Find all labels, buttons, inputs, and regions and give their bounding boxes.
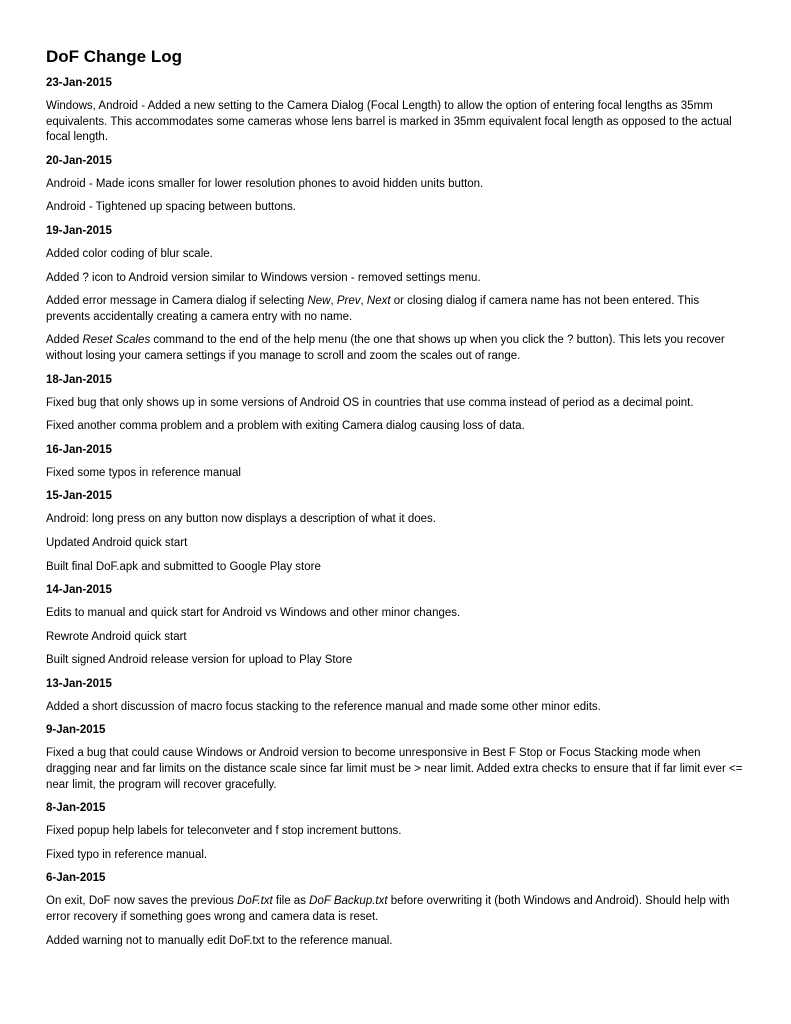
italic-text: Prev xyxy=(336,295,361,308)
paragraph-text: or closing dialog if camera name has not been entered. This prevents accidentally creating a camera entry with no name. xyxy=(46,295,700,323)
entry-paragraph xyxy=(46,848,746,864)
change-log-document xyxy=(46,46,746,957)
entry-paragraph xyxy=(46,466,746,482)
entry-date: 6-Jan-2015 xyxy=(46,872,106,885)
entry-date: 9-Jan-2015 xyxy=(46,724,106,737)
entry-paragraph xyxy=(46,824,746,840)
paragraph-text: On exit, DoF now saves the previous xyxy=(46,895,238,908)
italic-text: New xyxy=(307,295,331,308)
paragraph-text: Fixed some typos in reference manual xyxy=(46,466,241,479)
entry-paragraph xyxy=(46,894,746,925)
paragraph-text: Updated Android quick start xyxy=(46,536,188,549)
paragraph-text: Fixed another comma problem and a problem with exiting Camera dialog causing loss of data. xyxy=(46,420,525,433)
change-log-entry xyxy=(46,224,746,365)
entry-date: 13-Jan-2015 xyxy=(46,677,112,690)
paragraph-text: Android: long press on any button now displays a description of what it does. xyxy=(46,513,436,526)
change-log-entry xyxy=(46,677,746,716)
entry-paragraph xyxy=(46,294,746,325)
paragraph-text: Added a short discussion of macro focus stacking to the reference manual and made some other minor edits. xyxy=(46,700,601,713)
paragraph-text: Edits to manual and quick start for Android vs Windows and other minor changes. xyxy=(46,607,461,620)
document-title: DoF Change Log xyxy=(46,47,182,66)
paragraph-text: , xyxy=(360,295,367,308)
italic-text: DoF Backup.txt xyxy=(309,895,388,908)
paragraph-text: Fixed a bug that could cause Windows or Android version to become unresponsive in Best F Stop or Focus Stacking mode when dragging near and far limits on the distance scale since far limit must be > near limit. Added extra checks to ensure that if far limit ever <= near limit, the program will recover gracefully. xyxy=(46,747,743,791)
entry-date: 20-Jan-2015 xyxy=(46,154,112,167)
entry-paragraph xyxy=(46,536,746,552)
paragraph-text: Rewrote Android quick start xyxy=(46,630,187,643)
change-log-entry xyxy=(46,871,746,949)
paragraph-text: Android - Tightened up spacing between buttons. xyxy=(46,201,296,214)
entry-date: 8-Jan-2015 xyxy=(46,802,106,815)
entry-date: 23-Jan-2015 xyxy=(46,77,112,89)
change-log-entry xyxy=(46,154,746,216)
entry-paragraph xyxy=(46,700,746,716)
entry-paragraph xyxy=(46,247,746,263)
italic-text: Reset Scales xyxy=(82,334,151,347)
paragraph-text: Fixed typo in reference manual. xyxy=(46,848,208,861)
entry-date: 16-Jan-2015 xyxy=(46,443,112,456)
entry-paragraph xyxy=(46,177,746,193)
entry-paragraph xyxy=(46,512,746,528)
paragraph-text: Fixed popup help labels for teleconveter and f stop increment buttons. xyxy=(46,825,402,838)
entry-paragraph xyxy=(46,419,746,435)
entry-date: 15-Jan-2015 xyxy=(46,490,112,503)
paragraph-text: Windows, Android - Added a new setting to the Camera Dialog (Focal Length) to allow the option of entering focal lengths as 35mm equivalents. This accommodates some cameras whose lens barrel is marked in 35mm equivalent focal length as opposed to the actual focal length. xyxy=(46,100,732,144)
entry-paragraph xyxy=(46,271,746,287)
entry-date: 19-Jan-2015 xyxy=(46,224,112,237)
entry-paragraph xyxy=(46,653,746,669)
paragraph-text: Built signed Android release version for upload to Play Store xyxy=(46,654,353,667)
italic-text: DoF.txt xyxy=(237,895,273,908)
paragraph-text: Built final DoF.apk and submitted to Google Play store xyxy=(46,560,321,573)
entry-paragraph xyxy=(46,396,746,412)
entry-paragraph xyxy=(46,200,746,216)
entry-paragraph xyxy=(46,746,746,793)
entry-paragraph xyxy=(46,630,746,646)
entry-date: 18-Jan-2015 xyxy=(46,373,112,386)
change-log-entry xyxy=(46,443,746,482)
italic-text: Next xyxy=(366,295,391,308)
paragraph-text: Fixed bug that only shows up in some versions of Android OS in countries that use comma instead of period as a decimal point. xyxy=(46,396,694,409)
entry-paragraph xyxy=(46,606,746,622)
paragraph-text: Added ? icon to Android version similar to Windows version - removed settings menu. xyxy=(46,271,481,284)
paragraph-text: before overwriting it (both Windows and Android). Should help with error recovery if something goes wrong and camera data is reset. xyxy=(46,895,730,924)
paragraph-text: Added color coding of blur scale. xyxy=(46,247,213,260)
paragraph-text: , xyxy=(330,295,337,308)
change-log-entry xyxy=(46,583,746,669)
change-log-entry xyxy=(46,723,746,793)
change-log-entry xyxy=(46,76,746,146)
entry-paragraph xyxy=(46,333,746,364)
change-log-entries xyxy=(46,76,746,949)
entry-paragraph xyxy=(46,99,746,146)
paragraph-text: Added warning not to manually edit DoF.txt to the reference manual. xyxy=(46,934,393,947)
paragraph-text: Added error message in Camera dialog if selecting xyxy=(46,295,308,308)
entry-date: 14-Jan-2015 xyxy=(46,584,112,597)
paragraph-text: Added xyxy=(46,334,83,347)
paragraph-text: Android - Made icons smaller for lower resolution phones to avoid hidden units button. xyxy=(46,177,484,190)
paragraph-text: command to the end of the help menu (the one that shows up when you click the ? button). This lets you recover without losing your camera settings if you manage to scroll and zoom the scales out of range. xyxy=(46,334,725,362)
change-log-entry xyxy=(46,801,746,863)
change-log-entry xyxy=(46,489,746,575)
entry-paragraph xyxy=(46,560,746,576)
change-log-entry xyxy=(46,373,746,435)
entry-paragraph xyxy=(46,934,746,950)
paragraph-text: file as xyxy=(272,895,310,908)
